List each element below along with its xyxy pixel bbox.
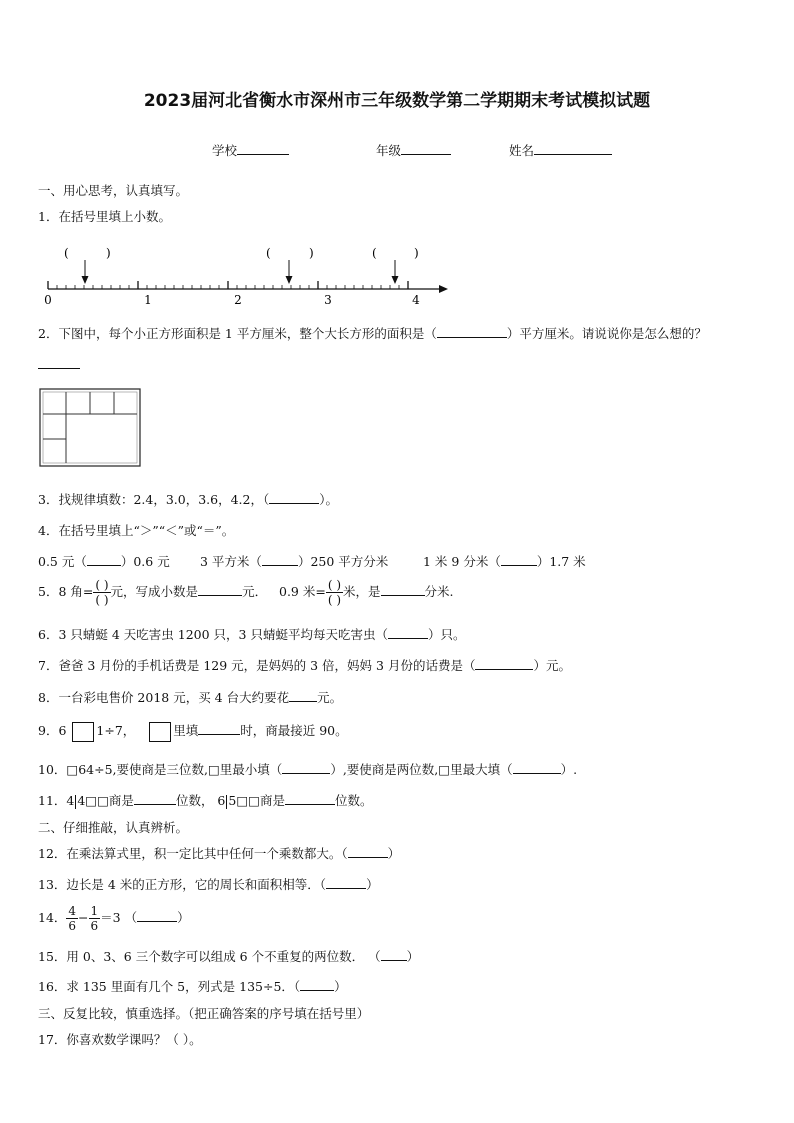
number-line (38, 240, 458, 308)
school-field[interactable] (212, 141, 289, 159)
q10-text-b: ）,要使商是两位数,□里最大填（ (330, 762, 513, 777)
q4-item-3-left: 1 米 9 分米（ (423, 554, 501, 569)
question-11 (38, 791, 372, 809)
question-13 (38, 875, 379, 893)
q2-explain-blank[interactable] (38, 367, 80, 369)
q2-answer-blank[interactable] (437, 325, 507, 338)
paren-open-2: ( (266, 246, 271, 260)
q8-text-b: 元。 (317, 690, 343, 705)
q12-text-a: 12．在乘法算式里，积一定比其中任何一个乘数都大。（ (38, 846, 348, 861)
q14-fraction-2 (89, 904, 101, 933)
name-blank[interactable] (534, 142, 612, 155)
question-3 (38, 490, 338, 508)
q2-text-a: 2．下图中，每个小正方形面积是 1 平方厘米，整个大长方形的面积是（ (38, 326, 437, 341)
tick-label-0: 0 (44, 293, 52, 307)
q3-text-a: 3．找规律填数：2.4，3.0，3.6，4.2，（ (38, 492, 270, 507)
paren-open-1: ( (64, 246, 69, 260)
q15-text-a: 15．用 0、3、6 三个数字可以组成 6 个不重复的两位数． （ (38, 949, 381, 964)
question-16 (38, 977, 347, 995)
q5-text-c: 元． (242, 584, 268, 599)
q6-text-b: ）只。 (427, 627, 466, 642)
question-14 (38, 904, 190, 933)
q9-box-1[interactable] (72, 722, 94, 742)
q15-answer-blank[interactable] (381, 948, 407, 961)
q14-number: 14． (38, 910, 67, 925)
question-15 (38, 947, 419, 965)
grade-label: 年级 (376, 143, 402, 158)
q14-fraction-1-num: 4 (68, 904, 77, 918)
page-title: 2023届河北省衡水市深州市三年级数学第二学期期末考试模拟试题 (143, 91, 651, 111)
pointer-arrowhead-3 (392, 276, 399, 284)
q6-text-a: 6．3 只蜻蜓 4 天吃害虫 1200 只，3 只蜻蜓平均每天吃害虫（ (38, 627, 388, 642)
q16-text-b: ） (334, 979, 347, 994)
q11-text-e: 位数。 (334, 793, 373, 808)
q10-text-c: ）. (560, 762, 578, 777)
tick-label-3: 3 (324, 293, 332, 307)
tick-label-2: 2 (234, 293, 242, 307)
school-label: 学校 (212, 143, 238, 158)
section-2-heading: 二、仔细推敲，认真辨析。 (38, 820, 189, 835)
number-line-arrow (439, 285, 448, 293)
question-4: 4．在括号里填上“＞”“＜”或“＝”。 (38, 523, 235, 538)
q5-fraction-1-num: ( ) (95, 578, 109, 592)
section-1-heading: 一、用心思考，认真填写。 (38, 183, 189, 198)
q11-text-d: 5□□商是 (228, 793, 285, 808)
q4-item-3 (423, 552, 586, 570)
number-line-ticks (48, 281, 408, 289)
q12-answer-blank[interactable] (348, 845, 388, 858)
q4-item-2-left: 3 平方米（ (200, 554, 262, 569)
q15-text-b: ） (406, 949, 420, 964)
question-10 (38, 760, 577, 778)
q9-text-c: 里填 (173, 723, 199, 738)
q14-minus: − (78, 910, 89, 925)
question-12 (38, 844, 400, 862)
q4-item-1-blank[interactable] (87, 553, 121, 566)
q7-text-a: 7．爸爸 3 月份的手机话费是 129 元，是妈妈的 3 倍，妈妈 3 月份的话费是（ (38, 658, 476, 673)
question-9 (38, 721, 348, 742)
q8-text-a: 8．一台彩电售价 2018 元，买 4 台大约要花 (38, 690, 290, 705)
paren-open-3: ( (372, 246, 377, 260)
q14-equals: ＝3 （ (100, 910, 138, 925)
q5-text-e: 米，是 (343, 584, 381, 599)
q14-fraction-2-num: 1 (90, 904, 99, 918)
q7-answer-blank[interactable] (475, 657, 533, 670)
tick-label-4: 4 (412, 293, 420, 307)
question-2 (38, 324, 707, 342)
q16-answer-blank[interactable] (300, 978, 334, 991)
q2-text-b: ）平方厘米。请说说你是怎么想的？ (506, 326, 707, 341)
q5-text-b: 元，写成小数是 (110, 584, 199, 599)
q13-text-b: ） (366, 877, 379, 892)
q11-text-b: 4□□商是 (77, 793, 134, 808)
q2-rectangle-figure (38, 387, 142, 469)
q4-item-2-blank[interactable] (262, 553, 298, 566)
q8-answer-blank[interactable] (289, 689, 317, 702)
q5-blank-2[interactable] (381, 583, 425, 596)
q7-text-b: ）元。 (533, 658, 571, 673)
q16-text-a: 16．求 135 里面有几个 5，列式是 135÷5．（ (38, 979, 301, 994)
q5-text-a: 5．8 角= (38, 584, 94, 599)
pointer-arrowhead-1 (82, 276, 89, 284)
paren-close-3: ) (414, 246, 419, 260)
q4-item-1-left: 0.5 元（ (38, 554, 87, 569)
paren-close-1: ) (106, 246, 111, 260)
q9-text-b: 1÷7， (96, 723, 136, 738)
q14-answer-blank[interactable] (137, 909, 177, 922)
question-8 (38, 688, 342, 706)
question-7 (38, 656, 571, 674)
question-17: 17．你喜欢数学课吗？（ ）。 (38, 1032, 202, 1047)
q5-text-f: 分米. (424, 584, 454, 599)
q9-answer-blank[interactable] (198, 722, 240, 735)
school-blank[interactable] (237, 142, 289, 155)
grade-blank[interactable] (401, 142, 451, 155)
section-3-heading: 三、反复比较，慎重选择。（把正确答案的序号填在括号里） (38, 1006, 370, 1021)
q4-item-3-blank[interactable] (501, 553, 537, 566)
q3-answer-blank[interactable] (269, 491, 319, 504)
q12-text-b: ） (387, 846, 401, 861)
q10-blank-2[interactable] (513, 761, 561, 774)
q14-fraction-1 (66, 904, 78, 933)
question-6 (38, 625, 465, 643)
name-field[interactable] (509, 141, 612, 159)
question-5 (38, 578, 454, 607)
q11-blank-1[interactable] (134, 792, 176, 805)
q4-item-2-right: ）250 平方分米 (297, 554, 389, 569)
q4-item-3-right: ）1.7 米 (536, 554, 586, 569)
q13-answer-blank[interactable] (326, 876, 366, 889)
q5-fraction-2-num: ( ) (327, 578, 342, 592)
q9-text-d: 时，商最接近 90。 (240, 723, 348, 738)
q5-blank-1[interactable] (198, 583, 242, 596)
q5-fraction-1[interactable] (93, 578, 110, 607)
paren-close-2: ) (309, 246, 314, 260)
q6-answer-blank[interactable] (388, 626, 428, 639)
q5-fraction-1-den: ( ) (95, 593, 109, 607)
q14-text-b: ） (177, 910, 190, 925)
q4-item-2 (200, 552, 388, 570)
q13-text-a: 13．边长是 4 米的正方形，它的周长和面积相等．（ (38, 877, 327, 892)
q4-item-1-right: ）0.6 元 (120, 554, 170, 569)
q9-box-2[interactable] (149, 722, 171, 742)
name-label: 姓名 (509, 143, 535, 158)
q3-text-b: ）。 (319, 492, 338, 507)
q9-text-a: 9．6 (38, 723, 67, 738)
q11-text-c: 位数， 6 (175, 793, 226, 808)
question-1: 1．在括号里填上小数。 (38, 209, 171, 224)
pointer-arrowhead-2 (286, 276, 293, 284)
q5-text-d: 0.9 米= (279, 584, 326, 599)
q5-fraction-2-den: ( ) (327, 593, 342, 607)
q10-text-a: 10．□64÷5,要使商是三位数,□里最小填（ (38, 762, 283, 777)
q4-item-1 (38, 552, 170, 570)
q10-blank-1[interactable] (282, 761, 330, 774)
q14-fraction-1-den: 6 (68, 919, 77, 933)
tick-label-1: 1 (144, 293, 152, 307)
grade-field[interactable] (376, 141, 451, 159)
q14-fraction-2-den: 6 (90, 919, 99, 933)
q5-fraction-2[interactable] (326, 578, 343, 607)
q11-text-a: 11．4 (38, 793, 75, 808)
q11-blank-2[interactable] (285, 792, 335, 805)
